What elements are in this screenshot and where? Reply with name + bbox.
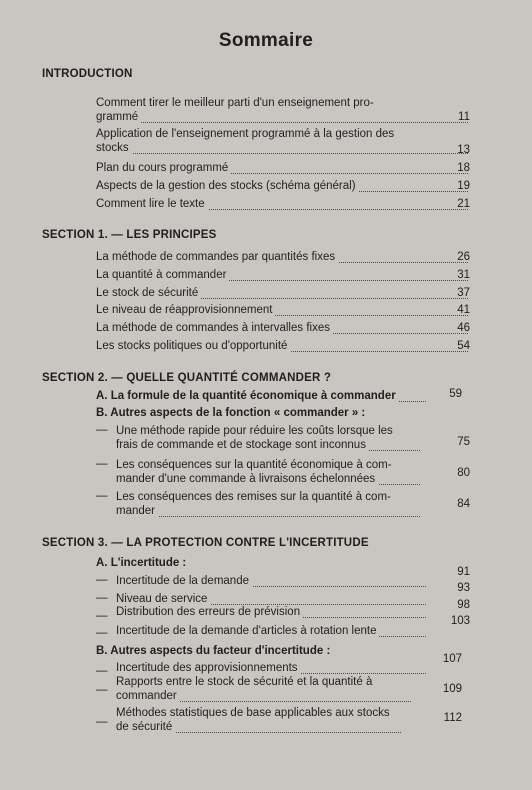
dash-marker: — <box>96 424 108 436</box>
section-heading-2: SECTION 2. — QUELLE QUANTITÉ COMMANDER ? <box>42 372 332 384</box>
toc-page-number: 18 <box>457 162 470 174</box>
toc-entry <box>96 389 426 402</box>
dash-marker: — <box>96 574 108 586</box>
toc-entry-label: Distribution des erreurs de prévision <box>116 606 303 618</box>
toc-entry-label: Les stocks politiques ou d'opportunité <box>96 340 290 352</box>
subsection-a-label: A. L'incertitude : <box>96 557 187 569</box>
toc-page-number: 109 <box>442 683 462 695</box>
toc-page-number: 98 <box>457 599 470 611</box>
toc-entry-label: Incertitude des approvisionnements <box>116 662 301 674</box>
toc-entry <box>96 339 468 352</box>
toc-page-number: 59 <box>449 388 462 400</box>
toc-entry <box>116 661 426 674</box>
toc-page-number: 19 <box>457 180 470 192</box>
toc-entry <box>96 127 468 154</box>
toc-entry <box>96 96 468 123</box>
toc-entry <box>116 675 411 702</box>
toc-page-number: 31 <box>457 269 470 281</box>
toc-entry-label: Incertitude de la demande d'articles à rotation lente <box>116 625 379 637</box>
subsection-a-label: A. La formule de la quantité économique à commander <box>96 390 399 402</box>
page-title: Sommaire <box>218 30 314 51</box>
dash-marker: — <box>96 716 108 728</box>
subsection-b-label: B. Autres aspects de la fonction « commander » : <box>96 407 366 419</box>
toc-page-number: 11 <box>458 111 470 123</box>
toc-page-number: 75 <box>457 436 470 448</box>
toc-entry-label: Le stock de sécurité <box>96 287 201 299</box>
toc-page-number: 93 <box>457 582 470 594</box>
toc-page-number: 26 <box>457 251 470 263</box>
toc-page-number: 84 <box>457 498 470 510</box>
section-heading-3: SECTION 3. — LA PROTECTION CONTRE L'INCERTITUDE <box>42 537 369 549</box>
toc-entry-line1: Les conséquences sur la quantité économique à com- <box>116 459 392 471</box>
toc-entry-label: Comment lire le texte <box>96 198 208 210</box>
toc-entry-label: Incertitude de la demande <box>116 575 252 587</box>
toc-entry <box>96 197 468 210</box>
toc-page-number: 107 <box>442 653 462 665</box>
toc-entry-line2: frais de commande et de stockage sont inconnus <box>116 439 369 451</box>
toc-entry <box>96 286 468 299</box>
toc-entry <box>96 179 468 192</box>
dash-marker: — <box>96 458 108 470</box>
toc-page-number: 21 <box>457 198 470 210</box>
toc-entry-label: Niveau de service <box>116 593 210 605</box>
dash-marker: — <box>96 610 108 622</box>
toc-entry <box>96 250 468 263</box>
toc-entry-line1: Application de l'enseignement programmé à la gestion des <box>96 128 395 140</box>
toc-entry-line1: Rapports entre le stock de sécurité et la quantité à <box>116 676 373 688</box>
toc-entry <box>96 303 468 316</box>
dash-marker: — <box>96 490 108 502</box>
toc-entry-line2: mander <box>116 505 158 517</box>
dash-marker: — <box>96 684 108 696</box>
toc-page-number: 37 <box>457 287 470 299</box>
section-heading-1: SECTION 1. — LES PRINCIPES <box>42 229 217 241</box>
toc-entry-label: Aspects de la gestion des stocks (schéma général) <box>96 180 359 192</box>
toc-entry-line1: Une méthode rapide pour réduire les coûts lorsque les <box>116 425 393 437</box>
toc-entry <box>116 490 420 517</box>
toc-page-number: 54 <box>457 340 470 352</box>
toc-entry <box>116 706 401 733</box>
section-heading-introduction: INTRODUCTION <box>42 68 133 80</box>
toc-entry <box>116 458 420 485</box>
toc-entry <box>116 574 426 587</box>
toc-entry-line1: Méthodes statistiques de base applicables aux stocks <box>116 707 390 719</box>
toc-entry <box>116 424 420 451</box>
toc-entry <box>96 161 468 174</box>
toc-entry-line2: grammé <box>96 111 141 123</box>
toc-entry <box>116 592 426 605</box>
dash-marker: — <box>96 665 108 677</box>
toc-entry-line1: Les conséquences des remises sur la quantité à com- <box>116 491 391 503</box>
toc-page-number: 41 <box>457 304 470 316</box>
toc-entry-line2: commander <box>116 690 180 702</box>
toc-entry-line2: de sécurité <box>116 721 175 733</box>
toc-entry-label: Le niveau de réapprovisionnement <box>96 304 275 316</box>
toc-page-number: 103 <box>450 615 470 627</box>
subsection-b-label: B. Autres aspects du facteur d'incertitude : <box>96 645 331 657</box>
dash-marker: — <box>96 592 108 604</box>
toc-page-number: 112 <box>443 712 462 724</box>
dash-marker: — <box>96 627 108 639</box>
toc-page-number: 13 <box>457 144 470 156</box>
toc-entry-line2: mander d'une commande à livraisons échelonnées <box>116 473 378 485</box>
toc-entry-line1: Comment tirer le meilleur parti d'un enseignement pro- <box>96 97 374 109</box>
toc-entry-label: La quantité à commander <box>96 269 229 281</box>
toc-page-number: 46 <box>457 322 470 334</box>
toc-entry-label: Plan du cours programmé <box>96 162 231 174</box>
toc-entry <box>116 624 426 637</box>
toc-page-number: 80 <box>457 467 470 479</box>
toc-entry <box>96 321 468 334</box>
toc-entry <box>96 268 468 281</box>
toc-entry-label: La méthode de commandes par quantités fixes <box>96 251 338 263</box>
toc-entry <box>116 605 426 618</box>
toc-entry-line2: stocks <box>96 142 132 154</box>
toc-entry-label: La méthode de commandes à intervalles fixes <box>96 322 333 334</box>
toc-page-number: 91 <box>457 566 470 578</box>
